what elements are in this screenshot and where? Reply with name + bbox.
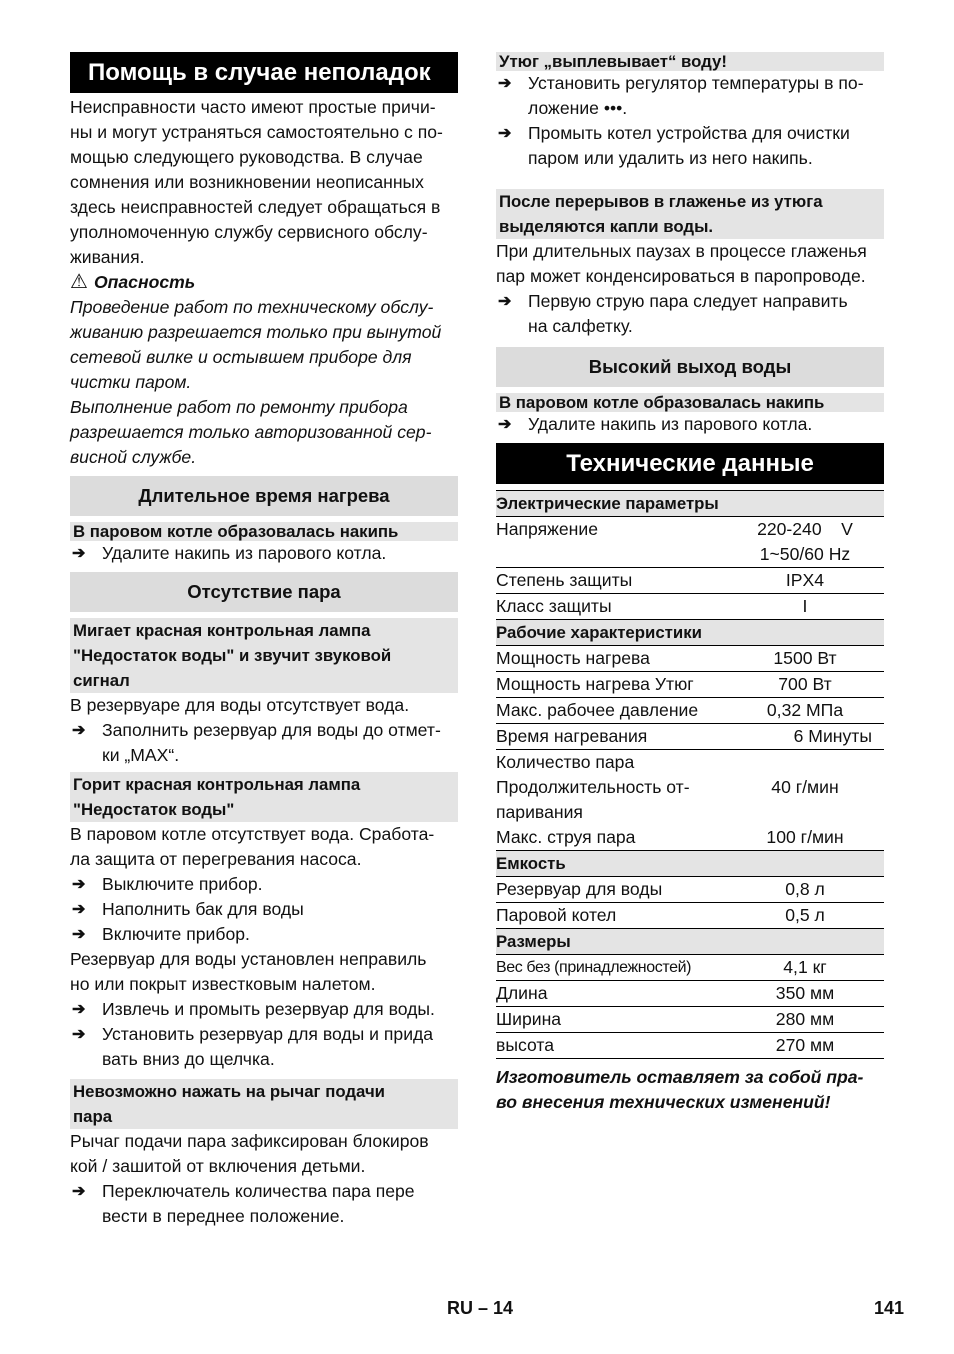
danger-text: Проведение работ по техническому обслу- живанию разрешается только при вынутой сетевой вилке и остывшем приборе для чистки паром. Выполнение работ по ремонту прибора разрешается только авторизованной сер- висной службе. — [70, 297, 442, 467]
table-row: Паровой котел 0,5 л — [496, 903, 884, 929]
arrow-icon: ➔ — [498, 125, 512, 142]
warning-icon: ⚠ — [70, 271, 88, 293]
table-section: Рабочие характеристики — [496, 620, 884, 646]
footer-section-label: RU – 14 — [447, 1298, 514, 1318]
table-section: Размеры — [496, 929, 884, 955]
bullet-remove-rinse: ➔ Извлечь и промыть резервуар для воды. — [70, 997, 458, 1022]
intro-paragraph: Неисправности часто имеют простые причи- ны и могут устраняться самостоятельно с по- мощью следующего руководства. В случае сомнения или возникновении неописанных здесь неисправностей следует обращаться в уполномоченную службу сервисного обслу- живания. — [70, 97, 443, 267]
text-no-water: В резервуаре для воды отсутствует вода. — [70, 695, 410, 715]
bullet-remove-scale-2: ➔ Удалите накипь из парового котла. — [496, 412, 884, 437]
subheading-scale-boiler: В паровом котле образовалась накипь — [70, 522, 458, 541]
arrow-icon: ➔ — [72, 1001, 86, 1018]
table-row: Длина 350 мм — [496, 981, 884, 1007]
bullet-fill: ➔ Наполнить бак для воды — [70, 897, 458, 922]
table-row: высота 270 мм — [496, 1033, 884, 1059]
arrow-icon: ➔ — [498, 293, 512, 310]
table-section: Электрические параметры — [496, 491, 884, 517]
subheading-scale-boiler-2: В паровом котле образовалась накипь — [496, 393, 884, 412]
arrow-icon: ➔ — [72, 926, 86, 943]
bullet-fill-tank: ➔ Заполнить резервуар для воды до отмет- ки „MAX“. — [72, 720, 441, 765]
section-title-troubleshooting: Помощь в случае неполадок — [70, 52, 458, 93]
arrow-icon: ➔ — [72, 876, 86, 893]
arrow-icon: ➔ — [72, 901, 86, 918]
table-row: Вес без (принадлежностей) 4,1 кг — [496, 955, 884, 981]
section-title-tech-data: Технические данные — [496, 443, 884, 484]
bullet-remove-scale: ➔ Удалите накипь из парового котла. — [70, 541, 458, 566]
arrow-icon: ➔ — [72, 722, 86, 739]
table-row: Макс. рабочее давление 0,32 МПа — [496, 698, 884, 724]
manufacturer-note: Изготовитель оставляет за собой пра- во внесения технических изменений! — [496, 1067, 864, 1112]
page-number: 141 — [874, 1298, 905, 1318]
arrow-icon: ➔ — [72, 545, 86, 562]
table-row: Макс. струя пара 100 г/мин — [496, 825, 884, 851]
arrow-icon: ➔ — [72, 1183, 86, 1200]
danger-heading: ⚠ Опасность — [70, 271, 196, 293]
table-row: Резервуар для воды 0,8 л — [496, 877, 884, 903]
bullet-switch-steam: ➔ Переключатель количества пара пере вести в переднее положение. — [72, 1181, 415, 1226]
table-row: Мощность нагрева 1500 Вт — [496, 646, 884, 672]
right-column — [496, 52, 884, 1115]
subheading-iron-spits: Утюг „выплевывает“ воду! — [496, 52, 884, 71]
bullet-switch-on: ➔ Включите прибор. — [70, 922, 458, 947]
subheading-lever: Невозможно нажать на рычаг подачи пара — [70, 1079, 458, 1129]
table-row: Продолжительность от- 40 г/мин — [496, 777, 839, 797]
tech-data-table — [496, 490, 884, 1059]
text-tank-wrong: Резервуар для воды установлен неправиль но или покрыт известковым налетом. — [70, 949, 427, 994]
table-row: Время нагревания 6 Минуты — [496, 724, 884, 750]
arrow-icon: ➔ — [498, 416, 512, 433]
subheading-drops: После перерывов в глаженье из утюга выделяются капли воды. — [496, 189, 884, 239]
heading-long-heating: Длительное время нагрева — [70, 476, 458, 516]
table-row: Класс защиты I — [496, 594, 884, 620]
table-row: Напряжение 220-240 V — [496, 519, 853, 539]
bullet-first-steam: ➔ Первую струю пара следует направить на салфетку. — [498, 291, 848, 336]
heading-high-water: Высокий выход воды — [496, 347, 884, 387]
heading-no-steam: Отсутствие пара — [70, 572, 458, 612]
table-row: паривания — [496, 802, 583, 822]
bullet-rinse-boiler: ➔ Промыть котел устройства для очистки паром или удалить из него накипь. — [498, 123, 850, 168]
bullet-switch-off: ➔ Выключите прибор. — [70, 872, 458, 897]
left-column — [70, 52, 458, 1229]
arrow-icon: ➔ — [72, 1026, 86, 1043]
arrow-icon: ➔ — [498, 75, 512, 92]
table-row: Мощность нагрева Утюг 700 Вт — [496, 672, 884, 698]
bullet-set-temp: ➔ Установить регулятор температуры в по- ложение •••. — [498, 73, 864, 118]
table-section: Емкость — [496, 851, 884, 877]
subheading-red-lamp-blinks: Мигает красная контрольная лампа "Недостаток воды" и звучит звуковой сигнал — [70, 618, 458, 693]
text-lever-locked: Рычаг подачи пара зафиксирован блокиров кой / зашитой от включения детьми. — [70, 1131, 429, 1176]
table-row: Степень защиты IPX4 — [496, 568, 884, 594]
table-row: Ширина 280 мм — [496, 1007, 884, 1033]
table-row: Количество пара — [496, 752, 635, 772]
subheading-red-lamp-lit: Горит красная контрольная лампа "Недостаток воды" — [70, 772, 458, 822]
text-no-water-boiler: В паровом котле отсутствует вода. Сработа- ла защита от перегревания насоса. — [70, 824, 435, 869]
text-condensation: При длительных паузах в процессе глаженья пар может конденсироваться в паропроводе. — [496, 241, 867, 286]
bullet-install-tank: ➔ Установить резервуар для воды и прида вать вниз до щелчка. — [72, 1024, 434, 1069]
table-row: 1~50/60 Hz — [496, 542, 884, 568]
